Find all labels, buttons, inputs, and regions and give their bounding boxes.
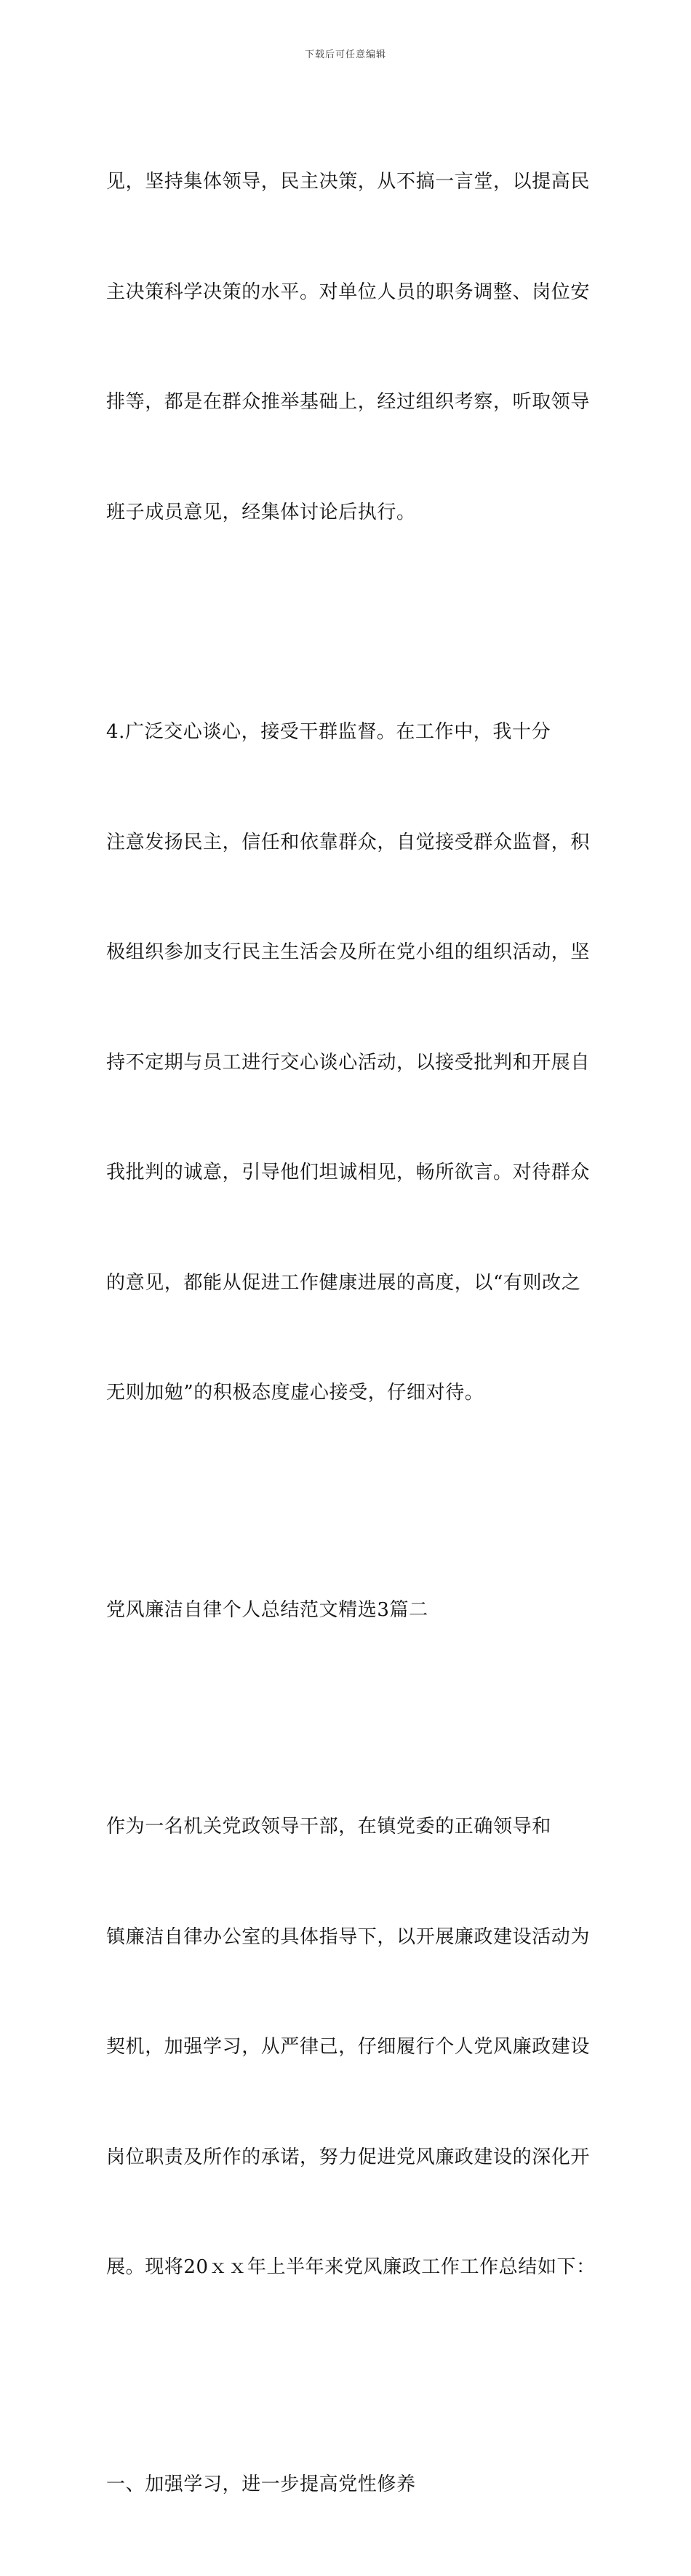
text-line: 主决策科学决策的水平。对单位人员的职务调整、岗位安: [106, 274, 589, 311]
paragraph-1: [106, 90, 589, 604]
text-line: 的意见，都能从促进工作健康进展的高度，以“有则改之: [106, 1265, 589, 1302]
subsection-heading: [106, 2393, 589, 2576]
text-line: 极组织参加支行民主生活会及所在党小组的组织活动，坚: [106, 934, 589, 971]
section-heading: [106, 1518, 589, 1702]
page-header: 下载后可任意编辑: [0, 47, 691, 60]
text-line: 作为一名机关党政领导干部，在镇党委的正确领导和: [106, 1808, 589, 1846]
paragraph-2: [106, 640, 589, 1485]
text-line: 班子成员意见，经集体讨论后执行。: [106, 494, 589, 531]
heading-line: 一、加强学习，进一步提高党性修养: [106, 2466, 589, 2503]
text-line: 岗位职责及所作的承诺，努力促进党风廉政建设的深化开: [106, 2139, 589, 2176]
text-line: 镇廉洁自律办公室的具体指导下，以开展廉政建设活动为: [106, 1919, 589, 1956]
document-body: [106, 90, 589, 2576]
text-line: 排等，都是在群众推举基础上，经过组织考察，听取领导: [106, 384, 589, 421]
text-line: 4.广泛交心谈心，接受干群监督。在工作中，我十分: [106, 714, 589, 751]
paragraph-3: [106, 1735, 589, 2359]
text-line: 见，坚持集体领导，民主决策，从不搞一言堂，以提高民: [106, 164, 589, 201]
text-line: 契机，加强学习，从严律己，仔细履行个人党风廉政建设: [106, 2029, 589, 2066]
text-line: 注意发扬民主，信任和依靠群众，自觉接受群众监督，积: [106, 824, 589, 861]
text-line: 持不定期与员工进行交心谈心活动，以接受批判和开展自: [106, 1045, 589, 1082]
heading-line: 党风廉洁自律个人总结范文精选3篇二: [106, 1592, 589, 1629]
text-line: 展。现将20ｘｘ年上半年来党风廉政工作工作总结如下：: [106, 2249, 589, 2286]
text-line: 我批判的诚意，引导他们坦诚相见，畅所欲言。对待群众: [106, 1154, 589, 1191]
text-line: 无则加勉”的积极态度虚心接受，仔细对待。: [106, 1374, 589, 1412]
